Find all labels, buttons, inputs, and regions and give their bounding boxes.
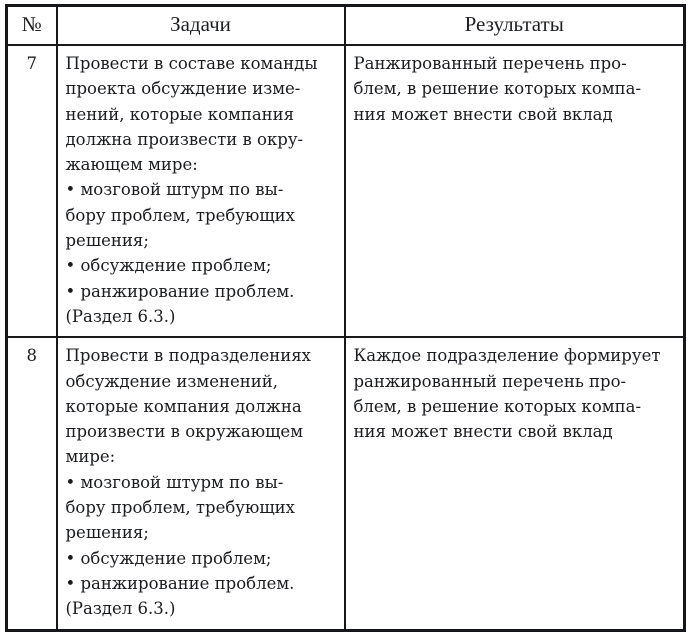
- result-text: [354, 51, 677, 127]
- text-line: • мозговой штурм по вы-: [65, 472, 284, 492]
- text-line: • ранжирование проблем.: [65, 573, 295, 593]
- text-line: жающем мире:: [65, 155, 198, 175]
- row-result: [345, 45, 685, 337]
- row-number: 7: [7, 45, 57, 337]
- text-line: • обсуждение проблем;: [65, 256, 272, 276]
- text-line: проекта обсуждение изме-: [65, 79, 301, 99]
- text-line: решения;: [65, 231, 149, 251]
- task-text: [66, 51, 337, 329]
- text-line: должна произвести в окру-: [65, 129, 304, 149]
- row-number: 8: [7, 337, 57, 630]
- text-line: которые компания должна: [65, 396, 302, 416]
- tasks-results-table: [5, 4, 686, 632]
- text-line: блем, в решение которых компа-: [353, 396, 642, 416]
- column-header-task: Задачи: [57, 6, 345, 46]
- row-task: [57, 337, 345, 630]
- text-line: мире:: [65, 447, 116, 467]
- text-line: решения;: [65, 523, 149, 543]
- text-line: ния может внести свой вклад: [353, 422, 613, 442]
- text-line: Провести в подразделениях: [65, 346, 311, 366]
- text-line: ранжированный перечень про-: [353, 371, 627, 391]
- text-line: (Раздел 6.3.): [65, 599, 176, 619]
- text-line: бору проблем, требующих: [65, 498, 295, 518]
- table-row: [7, 45, 685, 337]
- table-header: [7, 6, 685, 46]
- column-header-result: Результаты: [345, 6, 685, 46]
- table-header-row: [7, 6, 685, 46]
- text-line: • ранжирование проблем.: [65, 281, 295, 301]
- row-result: [345, 337, 685, 630]
- text-line: нений, которые компания: [65, 104, 295, 124]
- text-line: • мозговой штурм по вы-: [65, 180, 284, 200]
- row-task: [57, 45, 345, 337]
- text-line: ния может внести свой вклад: [353, 104, 613, 124]
- result-text: [354, 343, 677, 444]
- text-line: (Раздел 6.3.): [65, 306, 176, 326]
- text-line: • обсуждение проблем;: [65, 548, 272, 568]
- column-header-number: №: [7, 6, 57, 46]
- text-line: бору проблем, требующих: [65, 205, 295, 225]
- text-line: Каждое подразделение формирует: [353, 346, 661, 366]
- table-row: [7, 337, 685, 630]
- text-line: Ранжированный перечень про-: [353, 54, 627, 73]
- text-line: блем, в решение которых компа-: [353, 79, 642, 99]
- text-line: обсуждение изменений,: [65, 371, 279, 391]
- text-line: Провести в составе команды: [65, 54, 318, 73]
- text-line: произвести в окружающем: [65, 422, 304, 442]
- task-text: [66, 343, 337, 621]
- table-body: [7, 45, 685, 630]
